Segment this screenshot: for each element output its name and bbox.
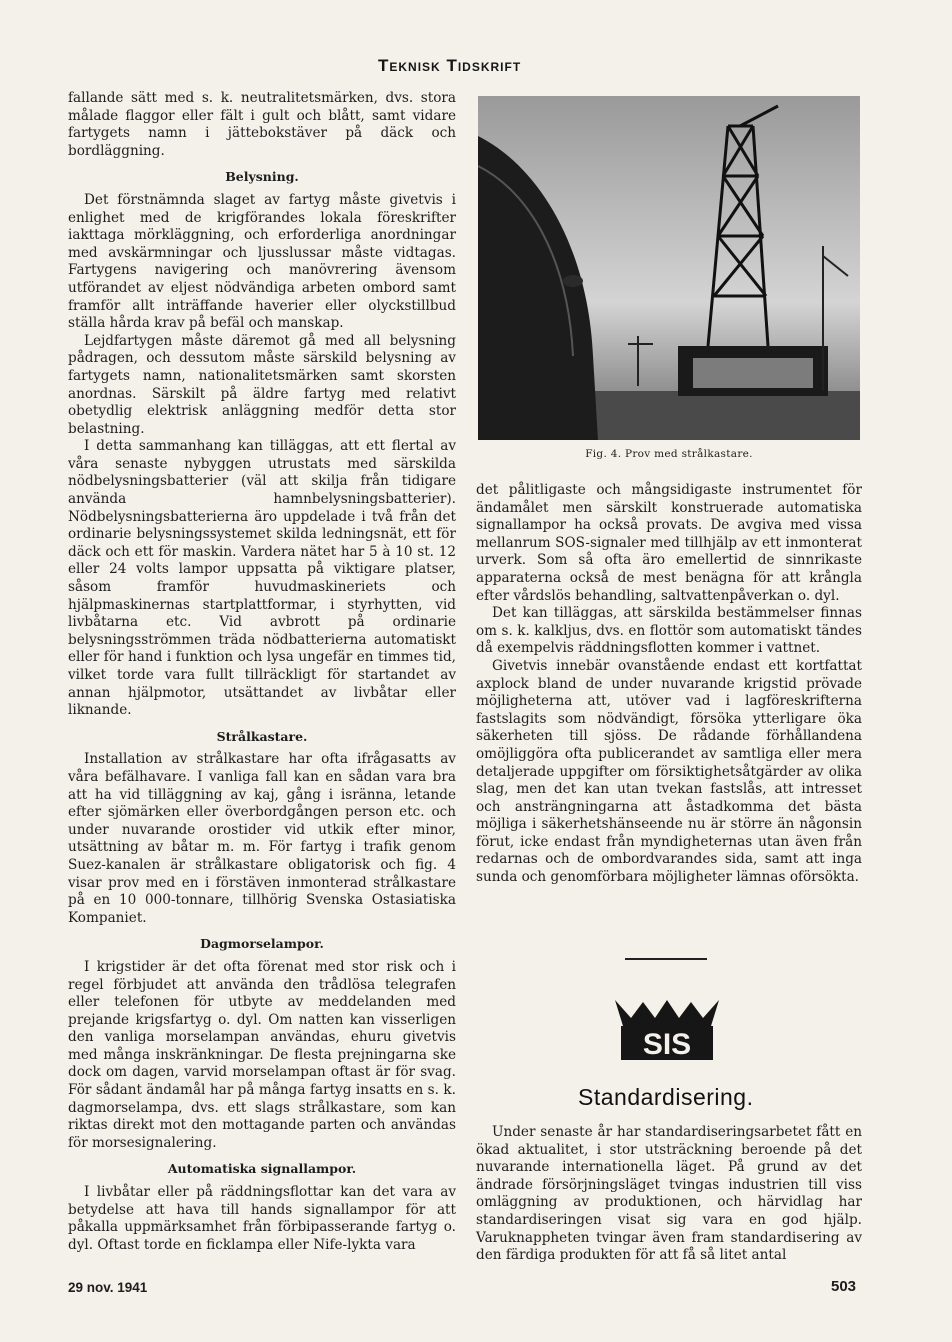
paragraph: I krigstider är det ofta förenat med stor risk och i regel förbjudet att använda den trådlösa telegrafen eller telefonen för utbyte av meddelanden med prejande krigsfartyg o. dyl. Om natten kan visserligen den vanliga morselampan användas, ehuru givetvis med många inskränkningar. De flesta prejningarna ske dock om dagen, varvid morselampan oftast är för svag. För sådant ändamål har på många fartyg insatts en s. k. dagmorselampa, dvs. ett slags strålkastare, som kan riktas direkt mot den mottagande parten och användas för morsesignalering. xyxy=(68,958,456,1151)
paragraph: Givetvis innebär ovanstående endast ett kortfattat axplock bland de under nuvarande krigstid prövade möjligheterna att, utöver vad i lagföreskrifterna fastslagits som nödvändigt, försöka ytterligare öka säkerheten till sjöss. De rådande förhållandena omöjliggöra ofta publicerandet av samtliga eller mera detaljerade uppgifter om försiktighetsåtgärder av olika slag, men det kan utan tvekan fastslås, att intresset och ansträngningarna att åstadkomma det bästa möjliga i säkerhetshänseende nu är större än någonsin förut, icke endast från myndigheternas utan även från redarnas och de ombordvarandes sida, samt att inga sunda och genomförbara möjligheter lämnas oförsökta. xyxy=(476,657,862,886)
sis-logo xyxy=(611,996,723,1070)
standardisering-title: Standardisering. xyxy=(578,1084,754,1110)
paragraph: Lejdfartygen måste däremot gå med all belysning pådragen, och dessutom måste särskild belysning av fartygets namn, nationalitetsmärken samt skorsten anordnas. Särskilt på äldre fartyg med relativt obetydlig elektrisk anläggning medför detta stor belastning. xyxy=(68,332,456,437)
left-column xyxy=(68,90,456,1254)
right-column xyxy=(476,482,862,887)
standardisering-text xyxy=(476,1124,862,1265)
paragraph: fallande sätt med s. k. neutralitetsmärken, dvs. stora målade flaggor eller fält i gult och blått, samt vidare fartygets namn i jättebokstäver på däck och bordläggning. xyxy=(68,90,456,159)
sis-logo-text: SIS xyxy=(642,1028,692,1061)
paragraph: Det kan tilläggas, att särskilda bestämmelser finnas om s. k. kalkljus, dvs. en flottör som automatiskt tändes då exempelvis räddningsflotten kommer i vattnet. xyxy=(476,605,862,657)
ship-crane-illustration xyxy=(478,96,860,440)
heading-stralkastare: Strålkastare. xyxy=(216,728,308,744)
paragraph: I detta sammanhang kan tilläggas, att ett flertal av våra senaste nybyggen utrustats med särskilda nödbelysningsbatterier (väl att skilja från tidigare använda hamnbelysningsbatterier). Nödbelysningsbatterierna äro uppdelade i två från det ordinarie belysningssystemet skilda ledningsnät, ett för däck och ett för maskin. Vardera nätet har 5 à 10 st. 12 eller 24 volts lampor uppsatta på viktigare platser, såsom framför huvudmaskineriets och hjälpmaskinernas startplattformar, i styrhytten, vid livbåtarna etc. Vid avbrott på ordinarie belysningsströmmen träda nödbatterierna automatiskt eller för hand i funktion och lysa ungefär en timmes tid, vilket torde vara fullt tillräckligt för startandet av annan hjälpmotor, utsättandet av livbåtar eller liknande. xyxy=(68,438,456,719)
paragraph: Under senaste år har standardiseringsarbetet fått en ökad aktualitet, i stor utsträckning beroende på det nuvarande internationella läget. På grund av det ändrade försörjningsläget tvingas industrien till viss omläggning av produktionen, och härvidlag har standardiseringen visat sig vara en god hjälp. Varuknappheten tvingar även fram standardisering av den färdiga produkten för att få så litet antal xyxy=(476,1124,862,1264)
section-divider xyxy=(625,958,707,960)
page-number: 503 xyxy=(831,1278,857,1295)
figure-caption: Fig. 4. Prov med strålkastare. xyxy=(585,448,753,460)
paragraph: I livbåtar eller på räddningsflottar kan det vara av betydelse att hava till hands signallampor för att påkalla uppmärksamhet från förbipasserande fartyg o. dyl. Oftast torde en ficklampa eller Nife-lykta vara xyxy=(68,1184,456,1253)
heading-belysning: Belysning. xyxy=(225,169,299,185)
paragraph: Det förstnämnda slaget av fartyg måste givetvis i enlighet med de krigförandes lokala föreskrifter iakttaga mörkläggning, och erforderliga anordningar med avskärmningar och ljusslussar måste vidtagas. Fartygens navigering och manövrering ävensom utförandet av eljest nödvändiga arbeten ombord samt framför allt inträffande haverier eller olyckstillbud ställa hårda krav på befäl och manskap. xyxy=(68,191,456,332)
figure-photo-ship-crane xyxy=(478,96,860,440)
journal-header: Teknisk Tidskrift xyxy=(378,56,522,75)
issue-date: 29 nov. 1941 xyxy=(68,1280,148,1295)
heading-automatiska-signallampor: Automatiska signallampor. xyxy=(167,1161,357,1177)
paragraph: Installation av strålkastare har ofta ifrågasatts av våra befälhavare. I vanliga fall kan en sådan vara bra att ha vid tilläggning av kaj, gång i isränna, letande efter sjömärken eller överbordgången person etc. och under nuvarande orostider vid utkik efter minor, utsättning av båtar m. m. För fartyg i trafik genom Suez-kanalen är strålkastare obligatorisk och fig. 4 visar prov med en i förstäven inmonterad strålkastare på en 10 000-tonnare, tillhörig Svenska Ostasiatiska Kompaniet. xyxy=(68,751,456,926)
paragraph: det pålitligaste och mångsidigaste instrumentet för ändamålet men särskilt konstruerade automatiska signallampor ha också provats. De avgiva med vissa mellanrum SOS-signaler med tillhjälp av ett inmonterat urverk. Som så ofta äro emellertid de sinnrikaste apparaterna också de mest benägna för att krångla efter vårdslös behandling, saltvattenpåverkan o. dyl. xyxy=(476,482,862,604)
heading-dagmorselampor: Dagmorselampor. xyxy=(200,936,324,952)
sis-crown-icon xyxy=(611,996,723,1066)
